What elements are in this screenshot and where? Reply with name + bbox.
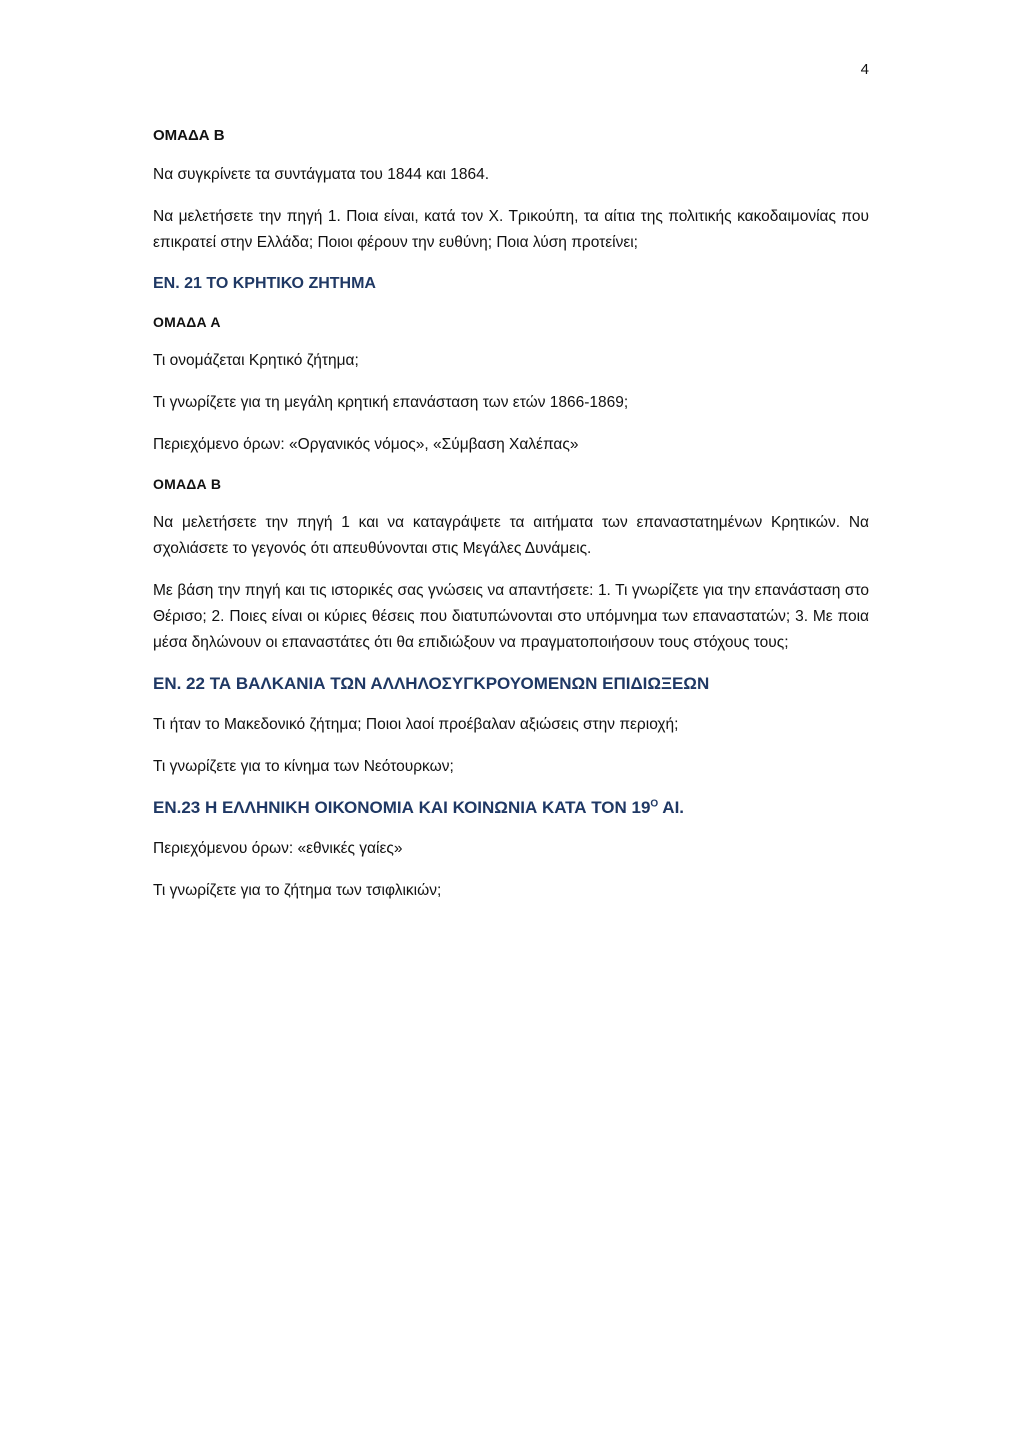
superscript-ordinal: Ο	[650, 798, 659, 810]
paragraph: Περιεχόμενου όρων: «εθνικές γαίες»	[153, 840, 403, 857]
paragraph: Να συγκρίνετε τα συντάγματα του 1844 και 1864.	[153, 166, 490, 183]
paragraph: Τι ήταν το Μακεδονικό ζήτημα; Ποιοι λαοί προέβαλαν αξιώσεις στην περιοχή;	[153, 716, 679, 733]
section-heading-23-suffix: ΑΙ.	[658, 798, 685, 817]
paragraph: Να μελετήσετε την πηγή 1. Ποια είναι, κατά τον Χ. Τρικούπη, τα αίτια της πολιτικής κακοδαιμονίας που επικρατεί στην Ελλάδα; Ποιοι φέρουν την ευθύνη; Ποια λύση προτείνει;	[153, 208, 869, 251]
group-heading-b: ΟΜΑΔΑ Β	[153, 476, 222, 492]
paragraph: Να μελετήσετε την πηγή 1 και να καταγράψετε τα αιτήματα των επαναστατημένων Κρητικών. Να σχολιάσετε το γεγονός ότι απευθύνονται στις Μεγάλες Δυνάμεις.	[153, 514, 869, 557]
page-number: 4	[860, 61, 869, 78]
group-heading-a: ΟΜΑΔΑ Α	[153, 314, 221, 330]
paragraph: Τι γνωρίζετε για το κίνημα των Νεότουρκων;	[153, 758, 454, 775]
group-heading-b: ΟΜΑΔΑ Β	[153, 127, 225, 144]
paragraph: Τι ονομάζεται Κρητικό ζήτημα;	[153, 352, 359, 369]
document-body	[153, 126, 869, 920]
paragraph: Τι γνωρίζετε για το ζήτημα των τσιφλικιών;	[153, 882, 442, 899]
section-heading-22: ΕΝ. 22 ΤΑ ΒΑΛΚΑΝΙΑ ΤΩΝ ΑΛΛΗΛΟΣΥΓΚΡΟΥΟΜΕΝΩΝ ΕΠΙΔΙΩΞΕΩΝ	[153, 674, 710, 693]
paragraph: Με βάση την πηγή και τις ιστορικές σας γνώσεις να απαντήσετε: 1. Τι γνωρίζετε για την επανάσταση στο Θέρισο; 2. Ποιες είναι οι κύριες θέσεις που διατυπώνονται στο υπόμνημα των επαναστατών; 3. Με ποια μέσα δηλώνουν οι επαναστάτες ότι θα επιδιώξουν να πραγματοποιήσουν τους στόχους τους;	[153, 582, 869, 651]
section-heading-23	[153, 796, 869, 820]
paragraph: Περιεχόμενο όρων: «Οργανικός νόμος», «Σύμβαση Χαλέπας»	[153, 436, 579, 453]
paragraph: Τι γνωρίζετε για τη μεγάλη κρητική επανάσταση των ετών 1866-1869;	[153, 394, 629, 411]
section-heading-23-text: ΕΝ.23 Η ΕΛΛΗΝΙΚΗ ΟΙΚΟΝΟΜΙΑ ΚΑΙ ΚΟΙΝΩΝΙΑ ΚΑΤΑ ΤΟΝ 19	[153, 798, 651, 817]
section-heading-21: ΕΝ. 21 ΤΟ ΚΡΗΤΙΚΟ ΖΗΤΗΜΑ	[153, 275, 376, 292]
